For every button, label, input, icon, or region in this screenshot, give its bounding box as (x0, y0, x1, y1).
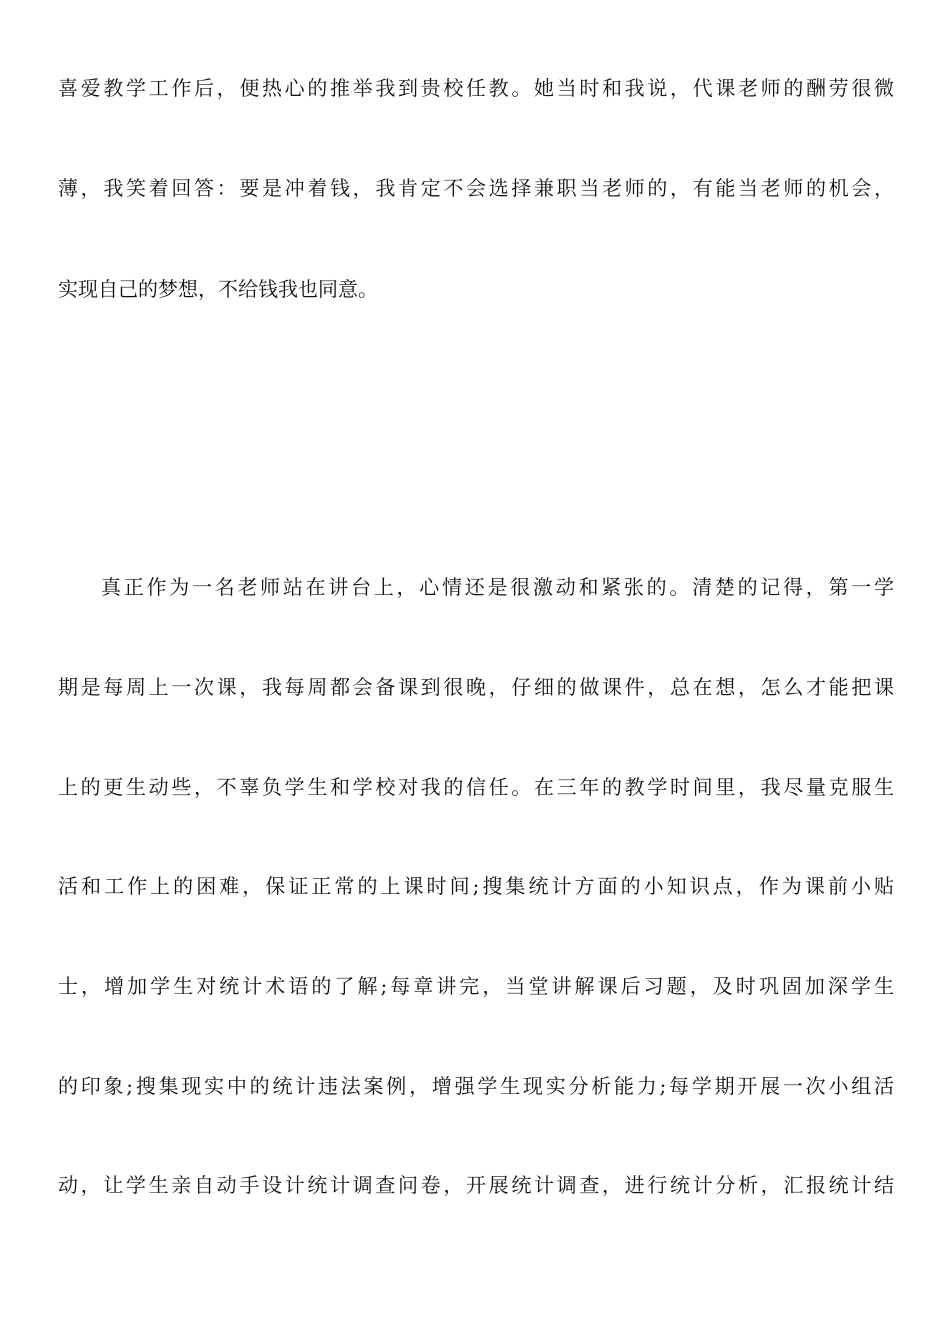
paragraph-1-line-1: 喜爱教学工作后，便热心的推举我到贵校任教。她当时和我说，代课老师的酬劳很微 (58, 76, 894, 100)
paragraph-2-line-2: 期是每周上一次课，我每周都会备课到很晚，仔细的做课件，总在想，怎么才能把课 (58, 675, 894, 699)
paragraph-2-line-7: 动，让学生亲自动手设计统计调查问卷，开展统计调查，进行统计分析，汇报统计结 (58, 1173, 894, 1197)
paragraph-2-line-3: 上的更生动些，不辜负学生和学校对我的信任。在三年的教学时间里，我尽量克服生 (58, 775, 894, 799)
paragraph-2-line-6: 的印象;搜集现实中的统计违法案例，增强学生现实分析能力;每学期开展一次小组活 (58, 1074, 894, 1098)
paragraph-1-line-2: 薄，我笑着回答：要是冲着钱，我肯定不会选择兼职当老师的，有能当老师的机会， (58, 176, 894, 200)
paragraph-2-line-5: 士，增加学生对统计术语的了解;每章讲完，当堂讲解课后习题，及时巩固加深学生 (58, 974, 894, 998)
paragraph-2-line-4: 活和工作上的困难，保证正常的上课时间;搜集统计方面的小知识点，作为课前小贴 (58, 874, 894, 898)
paragraph-1-line-3: 实现自己的梦想，不给钱我也同意。 (58, 277, 378, 301)
paragraph-2-line-1: 真正作为一名老师站在讲台上，心情还是很激动和紧张的。清楚的记得，第一学 (101, 575, 894, 599)
